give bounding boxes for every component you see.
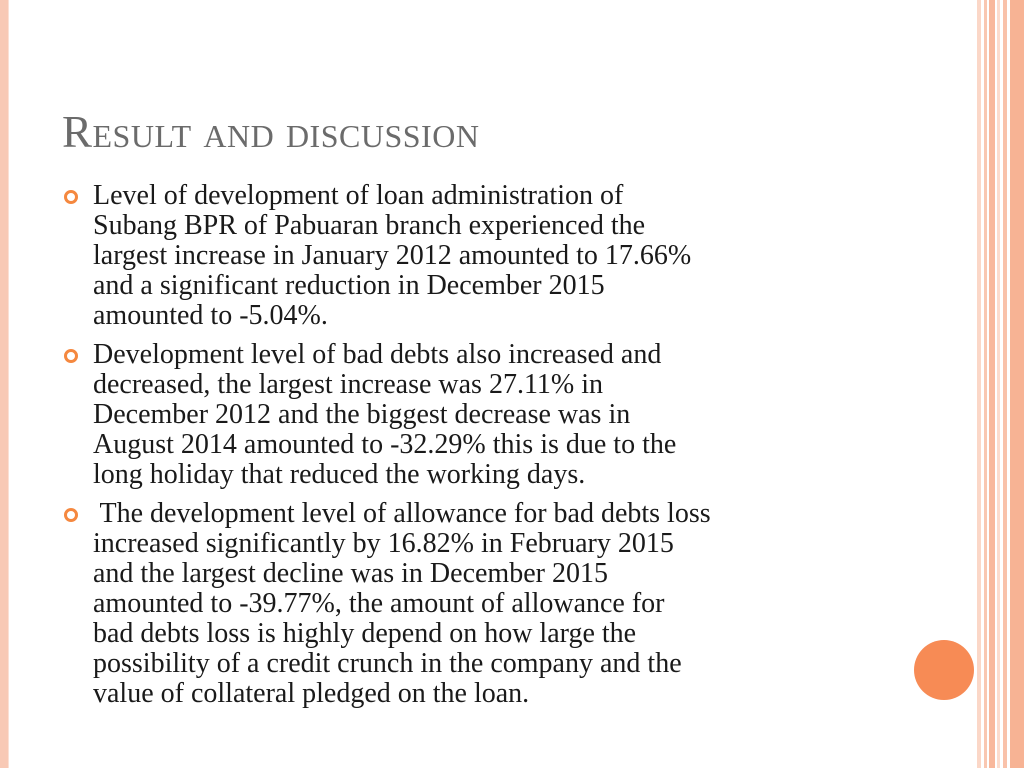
bullet-line: Subang BPR of Pabuaran branch experienced the bbox=[93, 210, 646, 241]
bullet-line: The development level of allowance for bad debts loss bbox=[93, 498, 711, 529]
right-stripe bbox=[984, 0, 987, 768]
bullet-line: possibility of a credit crunch in the company and the bbox=[93, 648, 682, 679]
left-edge-border-inner bbox=[8, 0, 9, 768]
bullet-item bbox=[62, 181, 912, 331]
bullet-line: value of collateral pledged on the loan. bbox=[93, 678, 530, 709]
bullet-line: increased significantly by 16.82% in February 2015 bbox=[93, 528, 674, 559]
bullet-circle-icon bbox=[64, 349, 78, 363]
bullet-circle-icon bbox=[64, 508, 78, 522]
right-stripe bbox=[1003, 0, 1007, 768]
right-stripe bbox=[977, 0, 981, 768]
bullet-line: and the largest decline was in December 2015 bbox=[93, 558, 608, 589]
right-stripe bbox=[989, 0, 995, 768]
right-stripe bbox=[997, 0, 1000, 768]
bullet-item bbox=[62, 499, 912, 709]
bullet-line: largest increase in January 2012 amounted to 17.66% bbox=[93, 240, 692, 271]
left-edge-border bbox=[0, 0, 8, 768]
bullet-list bbox=[62, 181, 912, 718]
bullet-circle-icon bbox=[64, 190, 78, 204]
bullet-line: long holiday that reduced the working days. bbox=[93, 459, 586, 490]
bullet-line: December 2012 and the biggest decrease was in bbox=[93, 399, 631, 430]
slide-title: Result and discussion bbox=[62, 107, 480, 157]
bullet-line: August 2014 amounted to -32.29% this is due to the bbox=[93, 429, 677, 460]
bullet-line: decreased, the largest increase was 27.11% in bbox=[93, 369, 604, 400]
bullet-line: Development level of bad debts also increased and bbox=[93, 339, 662, 370]
bullet-line: amounted to -5.04%. bbox=[93, 300, 328, 331]
bullet-line: bad debts loss is highly depend on how large the bbox=[93, 618, 637, 649]
orange-circle-decoration bbox=[914, 640, 974, 700]
bullet-line: and a significant reduction in December 2015 bbox=[93, 270, 605, 301]
bullet-line: amounted to -39.77%, the amount of allowance for bbox=[93, 588, 665, 619]
bullet-item bbox=[62, 340, 912, 490]
right-stripe bbox=[1010, 0, 1024, 768]
bullet-line: Level of development of loan administration of bbox=[93, 180, 624, 211]
